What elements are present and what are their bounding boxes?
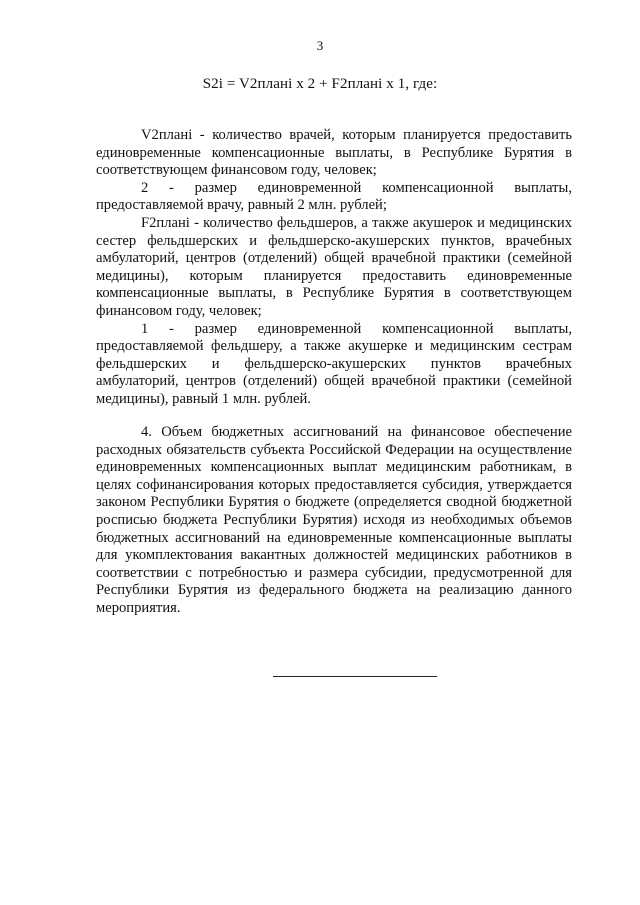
definitions-block [96,127,572,409]
definition-f2plan: F2планi - количество фельдшеров, а также акушерок и медицинских сестер фельдшерских и фельдшерско-акушерских пунктов, врачебных амбулаторий, центров (отделений) общей врачебной практики (семейной медицины), которым планируется предоставить единовременные компенсационные выплаты, в Республике Бурятия в соответствующем финансовом году, человек; [96,214,572,319]
formula: S2i = V2планi x 2 + F2планi x 1, где: [202,76,438,92]
definition-coefficient-1: 1 - размер единовременной компенсационной выплаты, предоставляемой фельдшеру, а также акушерке и медицинским сестрам фельдшерских и фельдшерско-акушерских пунктов врачебных амбулаторий, центров (отделений) общей врачебной практики (семейной медицины), равный 1 млн. рублей. [96,320,572,407]
definition-coefficient-2: 2 - размер единовременной компенсационной выплаты, предоставляемой врачу, равный 2 млн. рублей; [96,179,572,214]
page-number: 3 [316,38,324,53]
end-of-document-line [273,676,437,677]
clause-4-paragraph: 4. Объем бюджетных ассигнований на финансовое обеспечение расходных обязательств субъекта Российской Федерации на осуществление единовременных компенсационных выплат медицинским работникам, в целях софинансирования которых предоставляется субсидия, утверждается законом Республики Бурятия о бюджете (определяется сводной бюджетной росписью бюджета Республики Бурятия) исходя из необходимых объемов бюджетных ассигнований на единовременные компенсационные выплаты для укомплектования вакантных должностей медицинских работников в соответствии с потребностью и размера субсидии, предусмотренной для Республики Бурятия из федерального бюджета на реализацию данного мероприятия. [96,424,572,616]
definition-v2plan: V2планi - количество врачей, которым планируется предоставить единовременные компенсационные выплаты, в Республике Бурятия в соответствующем финансовом году, человек; [96,127,572,179]
clause-block [96,424,572,618]
